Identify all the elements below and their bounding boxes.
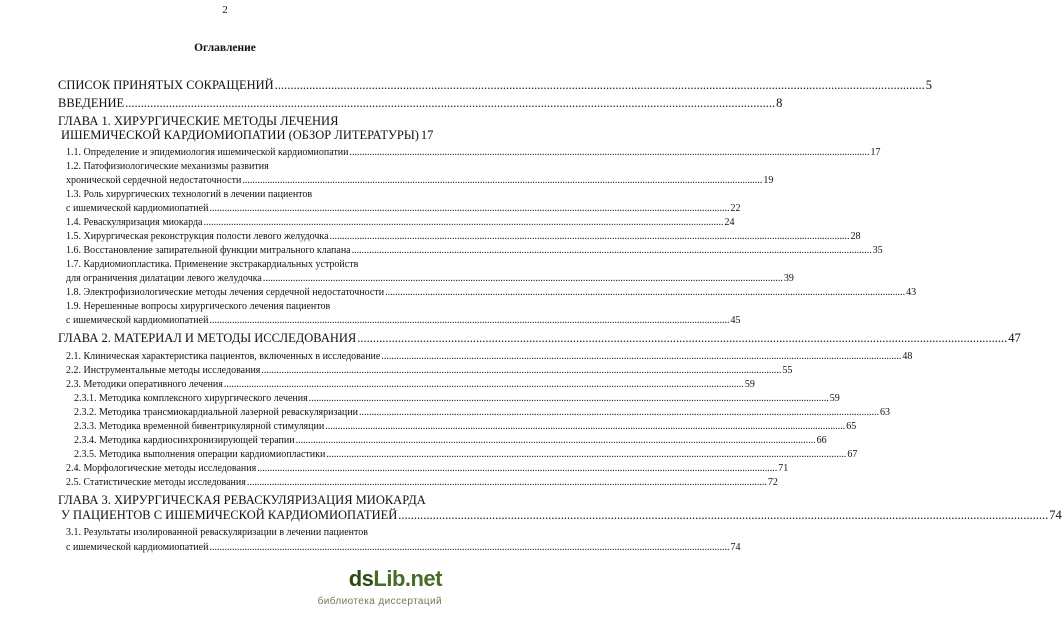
toc-leader — [296, 433, 816, 448]
toc-leader — [381, 349, 901, 364]
toc-entry-page: 63 — [879, 407, 890, 418]
toc-entry-text: 2.4. Морфологические методы исследования — [66, 463, 257, 474]
toc-entry-text: 1.6. Восстановление запирательной функции митрального клапана — [66, 245, 351, 256]
toc-entry[interactable] — [66, 540, 741, 555]
toc-entry-page: 39 — [783, 273, 794, 284]
toc-entry-text: с ишемической кардиомиопатией — [66, 315, 209, 326]
toc-entry-page: 35 — [872, 245, 883, 256]
toc-entry-text: У ПАЦИЕНТОВ С ИШЕМИЧЕСКОЙ КАРДИОМИОПАТИЕЙ — [61, 508, 398, 522]
toc-entry[interactable] — [61, 128, 434, 143]
toc-leader — [325, 419, 845, 434]
toc-entry-page: 71 — [778, 463, 789, 474]
toc-entry-text: ГЛАВА 3. ХИРУРГИЧЕСКАЯ РЕВАСКУЛЯРИЗАЦИЯ МИОКАРДА — [58, 493, 426, 507]
toc-entry-page: 45 — [730, 315, 741, 326]
watermark-logo — [349, 566, 442, 592]
toc-entry-page: 65 — [846, 421, 857, 432]
toc-entry-page: 43 — [906, 287, 917, 298]
toc-entry-page: 47 — [1008, 331, 1021, 345]
toc-entry-text: 2.3.2. Методика трансмиокардиальной лазерной реваскуляризации — [74, 407, 358, 418]
toc-entry-text: 1.4. Реваскуляризация миокарда — [66, 217, 203, 228]
toc-leader — [261, 363, 781, 378]
toc-entry[interactable] — [66, 313, 741, 328]
toc-entry-page: 74 — [1049, 508, 1062, 522]
toc-entry-page: 28 — [850, 231, 861, 242]
toc-title: Оглавление — [194, 42, 256, 54]
toc-entry-page: 22 — [730, 203, 741, 214]
toc-entry-text: СПИСОК ПРИНЯТЫХ СОКРАЩЕНИЙ — [58, 78, 274, 92]
toc-leader — [398, 508, 1048, 523]
toc-entry-page: 67 — [847, 449, 858, 460]
toc-entry-text: 2.2. Инструментальные методы исследования — [66, 365, 261, 376]
toc-entry-text: с ишемической кардиомиопатией — [66, 203, 209, 214]
page-number: 2 — [222, 4, 228, 16]
toc-entry[interactable] — [66, 145, 881, 160]
toc-entry-page: 8 — [776, 96, 783, 110]
toc-leader — [330, 229, 850, 244]
toc-entry-page: 17 — [420, 128, 434, 142]
toc-entry-text: 1.3. Роль хирургических технологий в лечении пациентов — [66, 189, 313, 200]
toc-entry-text: ВВЕДЕНИЕ — [58, 96, 125, 110]
toc-leader — [359, 405, 879, 420]
toc-entry-page: 59 — [829, 393, 840, 404]
toc-entry[interactable] — [66, 285, 917, 300]
toc-entry[interactable] — [66, 243, 883, 258]
toc-entry-text: 1.2. Патофизиологические механизмы развития — [66, 161, 269, 172]
toc-leader — [203, 215, 723, 230]
toc-entry[interactable] — [66, 461, 789, 476]
toc-leader — [352, 243, 872, 258]
toc-entry-page: 5 — [925, 78, 932, 92]
toc-entry[interactable] — [66, 159, 429, 174]
toc-entry[interactable] — [66, 187, 429, 202]
toc-entry[interactable] — [66, 525, 429, 540]
toc-leader — [263, 271, 783, 286]
toc-entry-text: хронической сердечной недостаточности — [66, 175, 242, 186]
toc-entry[interactable] — [74, 405, 890, 420]
toc-leader — [224, 377, 744, 392]
toc-entry-page: 24 — [724, 217, 735, 228]
toc-entry-text: 2.3.3. Методика временной бивентрикулярной стимуляции — [74, 421, 325, 432]
toc-entry-page: 17 — [870, 147, 881, 158]
toc-entry[interactable] — [66, 201, 741, 216]
toc-entry-page: 59 — [744, 379, 755, 390]
toc-entry-text: ГЛАВА 1. ХИРУРГИЧЕСКИЕ МЕТОДЫ ЛЕЧЕНИЯ — [58, 114, 339, 128]
toc-entry[interactable] — [58, 493, 429, 508]
toc-entry-text: для ограничения дилатации левого желудочка — [66, 273, 262, 284]
toc-entry-text: 2.5. Статистические методы исследования — [66, 477, 246, 488]
toc-entry[interactable] — [66, 363, 793, 378]
toc-leader — [350, 145, 870, 160]
toc-entry-text: 1.5. Хирургическая реконструкция полости левого желудочка — [66, 231, 329, 242]
toc-entry-text: 1.9. Нерешенные вопросы хирургического лечения пациентов — [66, 301, 331, 312]
toc-entry[interactable] — [74, 433, 827, 448]
toc-entry[interactable] — [58, 96, 783, 111]
toc-entry-text: ИШЕМИЧЕСКОЙ КАРДИОМИОПАТИИ (ОБЗОР ЛИТЕРАТУРЫ) — [61, 128, 419, 142]
toc-leader — [309, 391, 829, 406]
toc-entry[interactable] — [66, 299, 429, 314]
toc-entry-page: 72 — [767, 477, 778, 488]
toc-entry[interactable] — [61, 508, 1062, 523]
watermark-subtitle: библиотека диссертаций — [317, 596, 442, 607]
toc-entry[interactable] — [66, 257, 429, 272]
toc-leader — [275, 78, 925, 93]
toc-leader — [326, 447, 846, 462]
toc-leader — [125, 96, 775, 111]
toc-entry-text: с ишемической кардиомиопатией — [66, 542, 209, 553]
toc-entry[interactable] — [74, 447, 858, 462]
toc-entry[interactable] — [58, 78, 932, 93]
toc-entry-page: 66 — [816, 435, 827, 446]
toc-leader — [385, 285, 905, 300]
toc-entry-page: 74 — [730, 542, 741, 553]
toc-entry[interactable] — [58, 114, 429, 129]
toc-entry[interactable] — [58, 331, 1021, 346]
toc-entry[interactable] — [66, 475, 778, 490]
toc-entry-page: 19 — [763, 175, 774, 186]
watermark-logo-part-b: Lib.net — [373, 566, 442, 591]
toc-entry[interactable] — [74, 391, 840, 406]
toc-entry-text: 1.8. Электрофизиологические методы лечения сердечной недостаточности — [66, 287, 385, 298]
toc-entry-text: 3.1. Результаты изолированной реваскуляризации в лечении пациентов — [66, 527, 368, 538]
toc-entry-page: 48 — [902, 351, 913, 362]
toc-entry[interactable] — [66, 377, 755, 392]
toc-entry[interactable] — [66, 349, 913, 364]
toc-entry-text: 2.3. Методики оперативного лечения — [66, 379, 223, 390]
toc-leader — [257, 461, 777, 476]
toc-entry[interactable] — [74, 419, 857, 434]
toc-leader — [357, 331, 1007, 346]
toc-entry[interactable] — [66, 215, 735, 230]
toc-entry-page: 55 — [782, 365, 793, 376]
toc-leader — [209, 313, 729, 328]
watermark-logo-part-a: ds — [348, 566, 374, 591]
toc-leader — [242, 173, 762, 188]
toc-leader — [247, 475, 767, 490]
toc-entry[interactable] — [66, 173, 774, 188]
toc-leader — [209, 201, 729, 216]
toc-entry-text: 1.7. Кардиомиопластика. Применение экстракардиальных устройств — [66, 259, 359, 270]
toc-entry-text: 1.1. Определение и эпидемиология ишемической кардиомиопатии — [66, 147, 349, 158]
toc-entry-text: 2.3.4. Методика кардиосинхронизирующей терапии — [74, 435, 295, 446]
toc-entry[interactable] — [66, 229, 861, 244]
toc-entry-text: 2.3.5. Методика выполнения операции кардиомиопластики — [74, 449, 326, 460]
toc-entry-text: 2.1. Клиническая характеристика пациентов, включенных в исследование — [66, 351, 381, 362]
watermark — [296, 566, 446, 612]
toc-entry[interactable] — [66, 271, 794, 286]
toc-entry-text: 2.3.1. Методика комплексного хирургического лечения — [74, 393, 308, 404]
toc-entry-text: ГЛАВА 2. МАТЕРИАЛ И МЕТОДЫ ИССЛЕДОВАНИЯ — [58, 331, 357, 345]
toc-leader — [209, 540, 729, 555]
